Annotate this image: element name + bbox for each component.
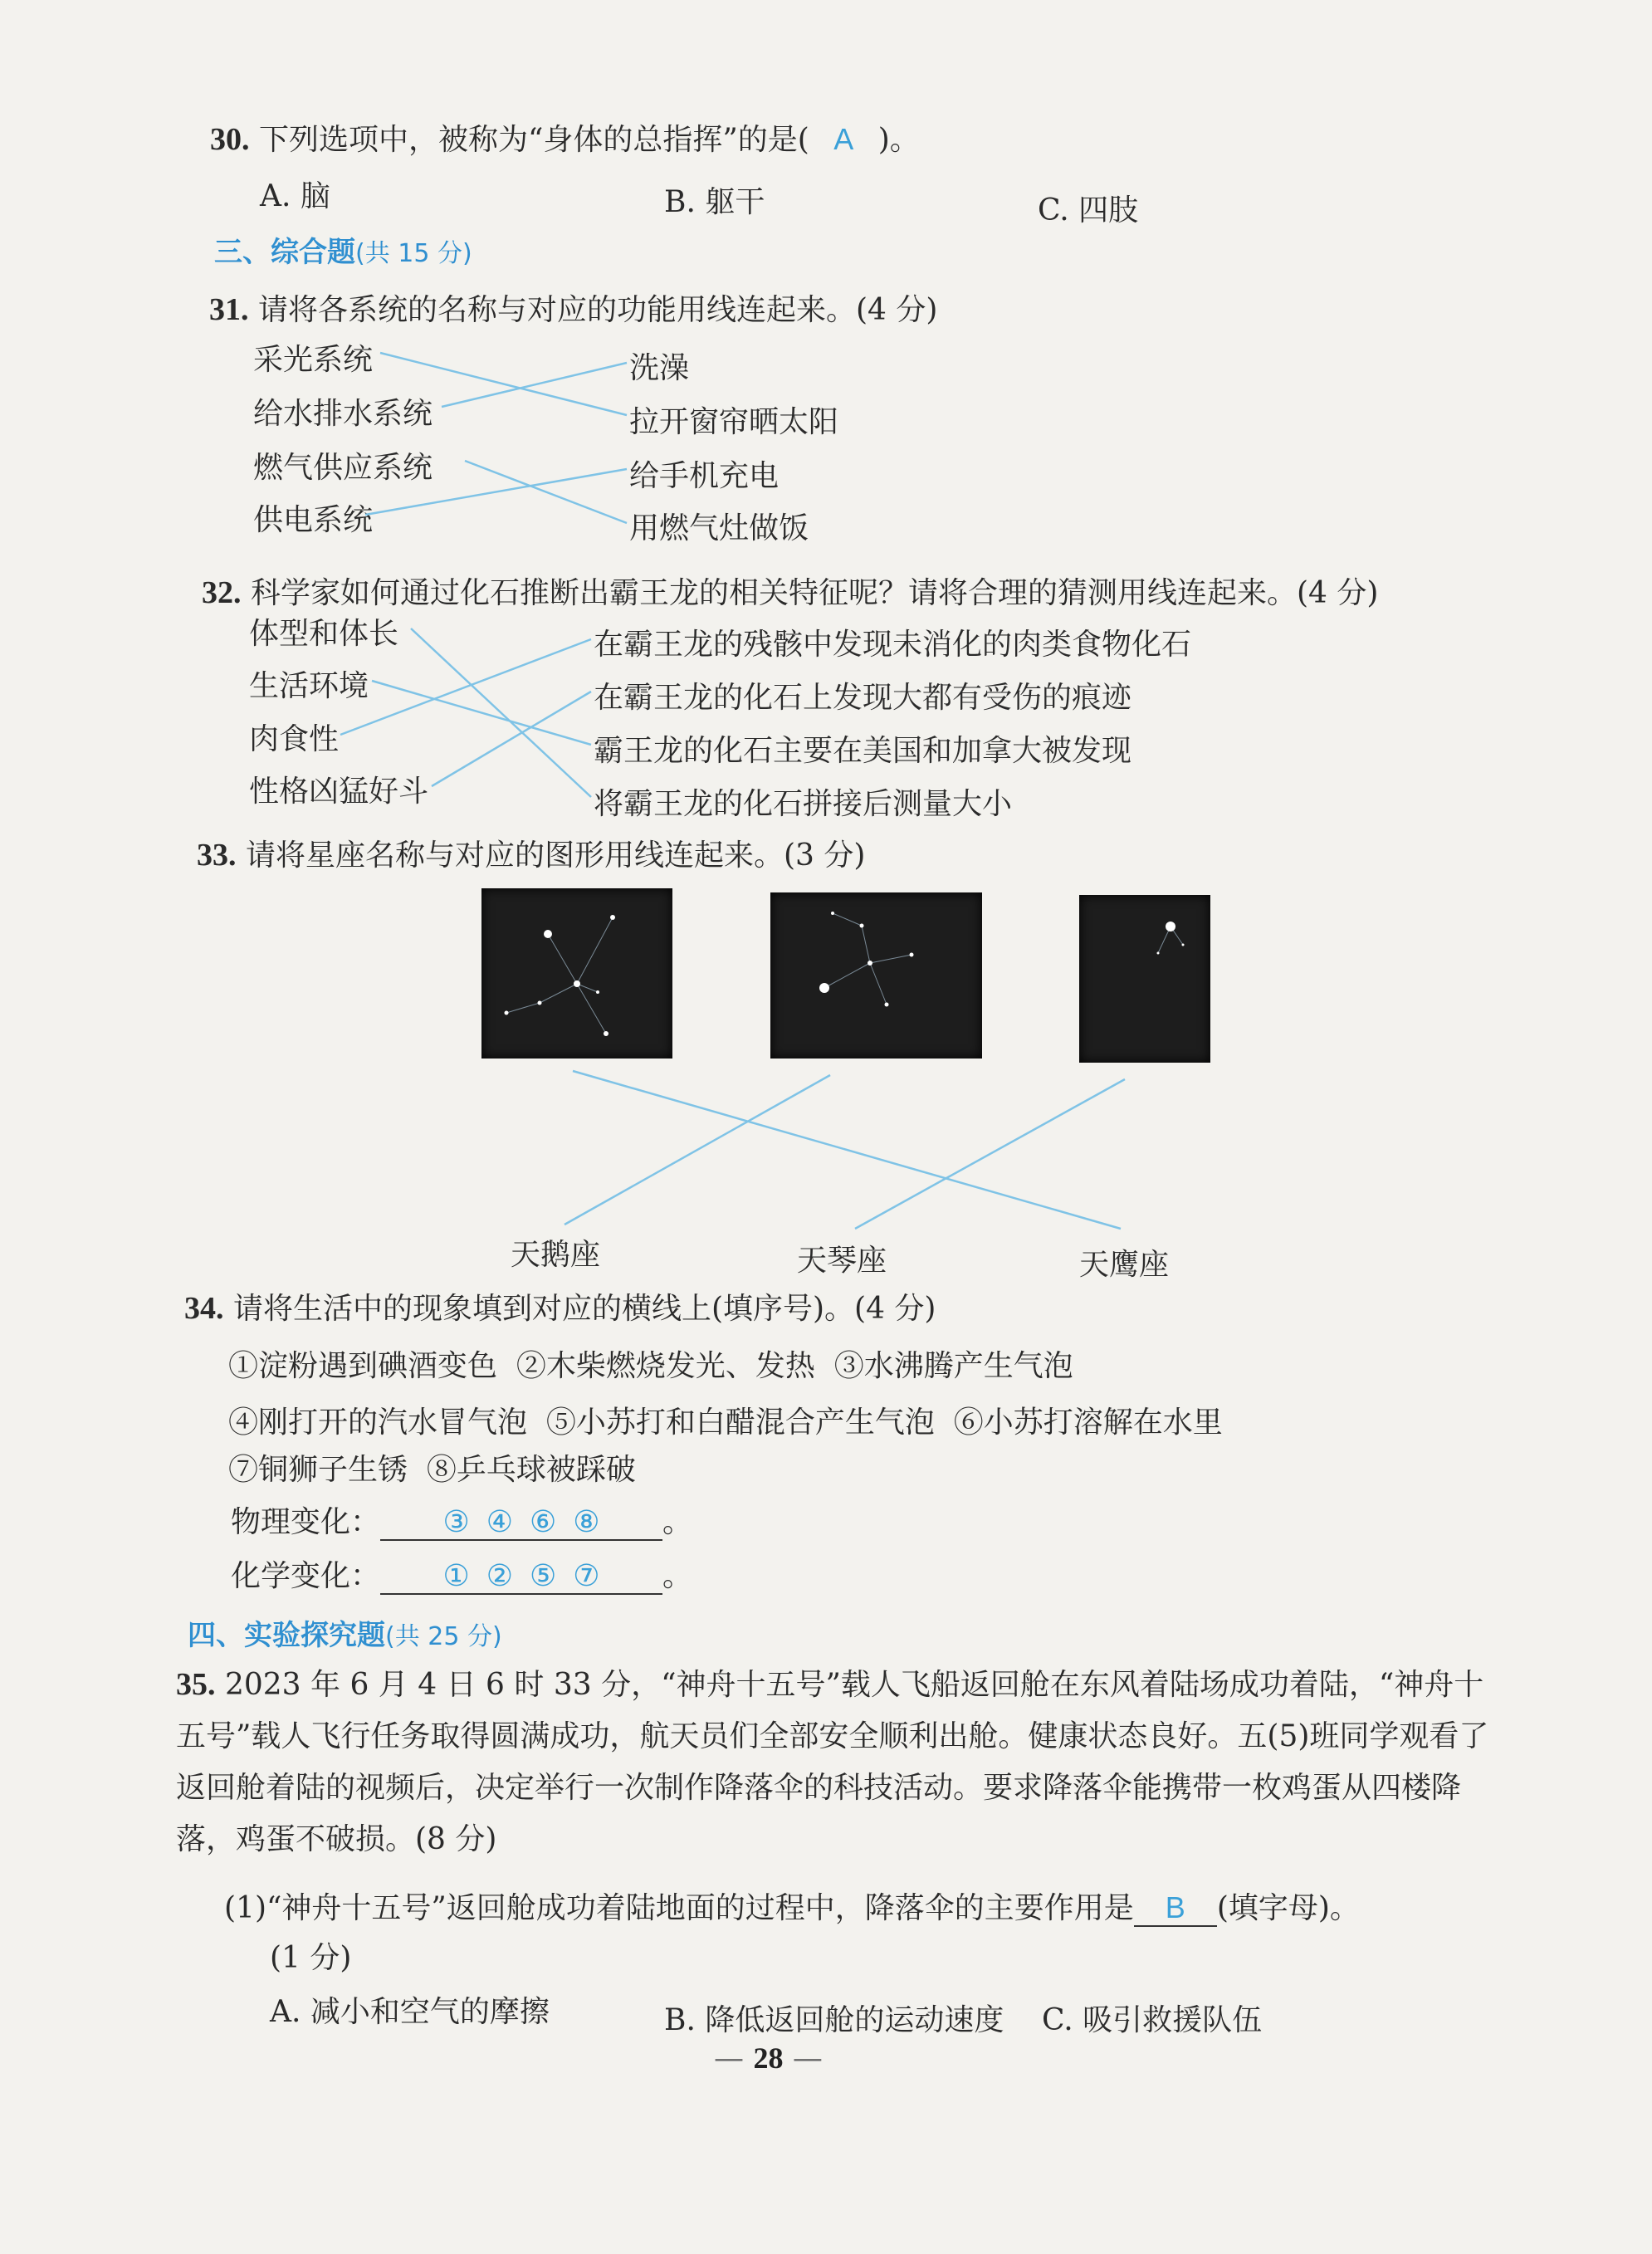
question-text: 请将星座名称与对应的图形用线连起来。(3 分) xyxy=(245,839,866,873)
q33-line xyxy=(573,1071,1121,1229)
q34-items-line-1: ①淀粉遇到碘酒变色 ②木柴燃烧发光、发热 ③水沸腾产生气泡 xyxy=(228,1349,1073,1383)
q32-left-item: 生活环境 xyxy=(249,669,369,703)
q31-left-item: 给水排水系统 xyxy=(253,397,433,431)
question-number: 30. xyxy=(210,122,250,157)
question-text: 下列选项中，被称为“身体的总指挥”的是( xyxy=(258,123,809,157)
footer-dash: — xyxy=(714,2041,754,2076)
question-text: 2023 年 6 月 4 日 6 时 33 分，“神舟十五号”载人飞船返回舱在东风着陆场成功着陆，“神舟十五号”载人飞行任务取得圆满成功，航天员们全部安全顺利出舱。健康状态良好。五(5)班同学观看了返回舱着陆的视频后，决定举行一次制作降落伞的科技活动。要求降落伞能携带一枚鸡蛋从四楼降落，鸡蛋不破损。(8 分) xyxy=(176,1668,1489,1856)
option-c: C. 吸引救援队伍 xyxy=(1042,2003,1263,2037)
question-text: 科学家如何通过化石推断出霸王龙的相关特征呢？请将合理的猜测用线连起来。(4 分) xyxy=(250,576,1379,610)
option-c: C. 四肢 xyxy=(1038,193,1139,227)
q35-subquestion-1 xyxy=(224,1885,1360,1927)
section-heading-4 xyxy=(188,1612,502,1653)
question-number: 32. xyxy=(202,575,242,610)
question-text-end: )。 xyxy=(877,123,920,157)
question-number: 34. xyxy=(184,1291,224,1326)
section-title: 三、综合题 xyxy=(214,236,355,269)
chemical-change-label: 化学变化： xyxy=(231,1559,381,1593)
q31-left-item: 采光系统 xyxy=(253,343,374,377)
q32-left-item: 性格凶猛好斗 xyxy=(249,775,429,809)
question-number: 33. xyxy=(197,838,237,873)
q32-line xyxy=(372,681,591,745)
option-a: A. 减小和空气的摩擦 xyxy=(270,1995,550,2029)
page-footer xyxy=(714,2041,823,2076)
q31-right-item: 洗澡 xyxy=(629,351,690,385)
physical-change-answer: ③ ④ ⑥ ⑧ xyxy=(380,1504,662,1541)
subquestion-answer: B xyxy=(1134,1890,1217,1927)
q31-right-item: 给手机充电 xyxy=(629,459,780,493)
q32-right-item: 在霸王龙的化石上发现大都有受伤的痕迹 xyxy=(594,681,1132,715)
q32-left-item: 体型和体长 xyxy=(249,617,399,651)
q34-items-line-3: ⑦铜狮子生锈 ⑧乒乓球被踩破 xyxy=(228,1453,636,1487)
q32-line xyxy=(340,639,591,735)
q34-items-line-2: ④刚打开的汽水冒气泡 ⑤小苏打和白醋混合产生气泡 ⑥小苏打溶解在水里 xyxy=(228,1406,1223,1440)
q31-line xyxy=(442,363,627,407)
chemical-change-answer: ① ② ⑤ ⑦ xyxy=(380,1558,662,1595)
question-number: 31. xyxy=(209,292,249,327)
constellation-name-2: 天琴座 xyxy=(797,1244,887,1278)
question-35 xyxy=(176,1659,1504,1865)
q31-line xyxy=(465,461,627,523)
period: 。 xyxy=(662,1505,693,1539)
q31-left-item: 供电系统 xyxy=(253,503,374,537)
chemical-change-row xyxy=(231,1552,692,1595)
constellation-name-1: 天鹅座 xyxy=(511,1238,601,1272)
q32-left-item: 肉食性 xyxy=(249,722,340,756)
q32-right-item: 将霸王龙的化石拼接后测量大小 xyxy=(594,787,1013,821)
q32-right-item: 在霸王龙的残骸中发现未消化的肉类食物化石 xyxy=(594,628,1192,662)
footer-dash: — xyxy=(783,2041,823,2076)
section-title: 四、实验探究题 xyxy=(188,1619,385,1652)
question-number: 35. xyxy=(176,1667,216,1702)
physical-change-row xyxy=(231,1499,692,1541)
q31-left-item: 燃气供应系统 xyxy=(253,451,433,485)
constellation-name-3: 天鹰座 xyxy=(1079,1248,1170,1282)
page-number: 28 xyxy=(753,2041,784,2075)
q33-line xyxy=(565,1075,830,1225)
option-b: B. 躯干 xyxy=(664,185,765,219)
subquestion-points: (1 分) xyxy=(270,1941,352,1975)
subquestion-text-end: (填字母)。 xyxy=(1216,1891,1360,1925)
q32-line xyxy=(411,628,591,797)
q33-line xyxy=(855,1079,1125,1229)
q31-right-item: 拉开窗帘晒太阳 xyxy=(629,405,839,439)
q32-right-item: 霸王龙的化石主要在美国和加拿大被发现 xyxy=(594,734,1132,768)
question-text: 请将生活中的现象填到对应的横线上(填序号)。(4 分) xyxy=(232,1292,936,1326)
answer: A xyxy=(833,122,854,156)
section-points: (共 25 分) xyxy=(385,1622,502,1651)
q31-right-item: 用燃气灶做饭 xyxy=(629,511,809,545)
q31-line xyxy=(380,353,627,415)
option-b: B. 降低返回舱的运动速度 xyxy=(664,2003,1004,2037)
physical-change-label: 物理变化： xyxy=(231,1505,381,1539)
question-text: 请将各系统的名称与对应的功能用线连起来。(4 分) xyxy=(257,293,938,327)
section-points: (共 15 分) xyxy=(355,239,472,268)
question-34 xyxy=(184,1285,936,1327)
subquestion-text: (1)“神舟十五号”返回舱成功着陆地面的过程中，降落伞的主要作用是 xyxy=(224,1891,1134,1925)
period: 。 xyxy=(662,1559,693,1593)
option-a: A. 脑 xyxy=(260,179,330,213)
